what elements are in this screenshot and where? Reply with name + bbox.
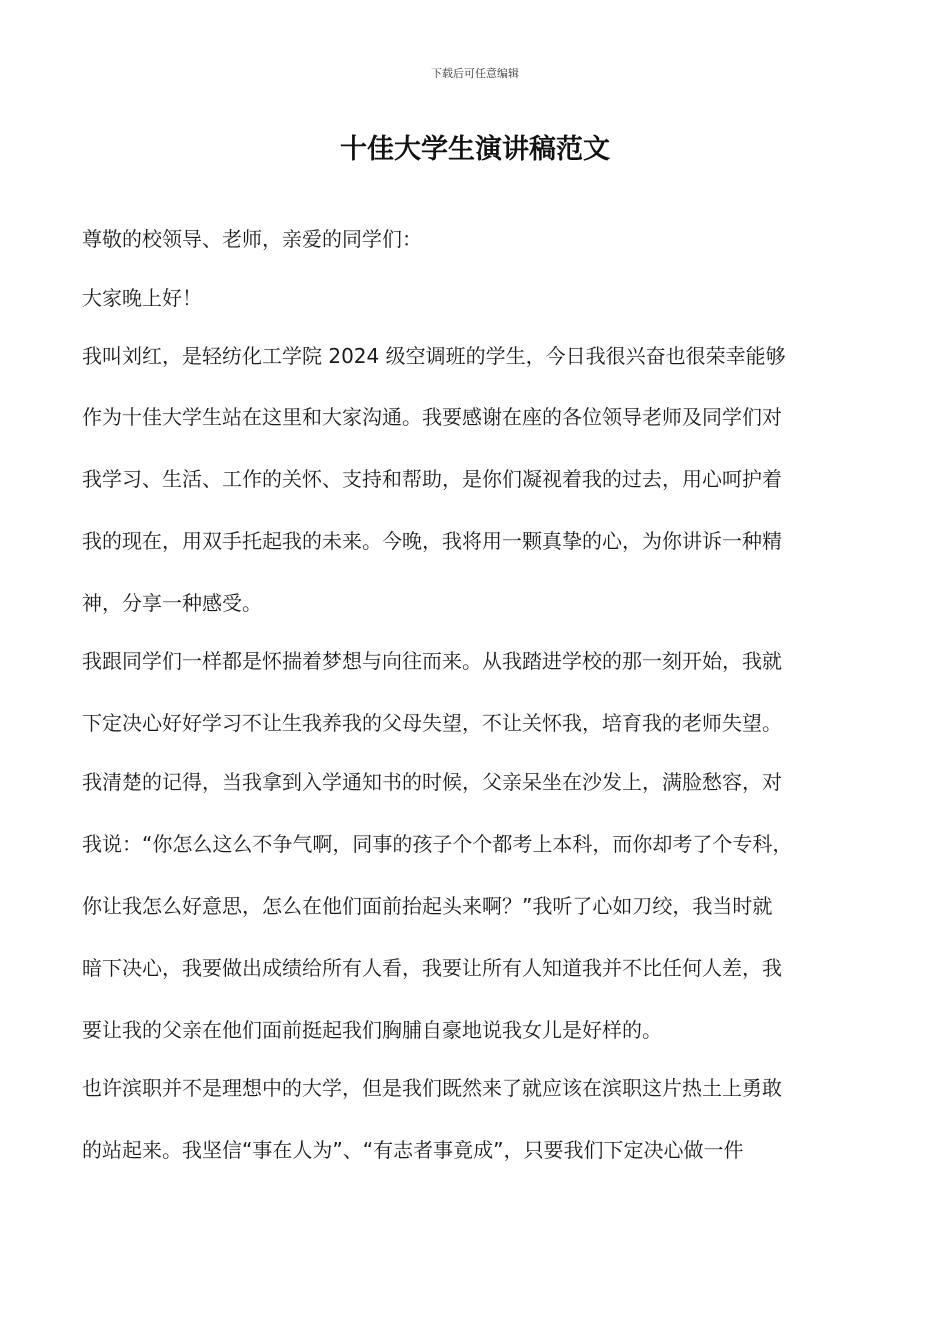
body-line: 你让我怎么好意思，怎么在他们面前抬起头来啊？”我听了心如刀绞，我当时就 [82, 894, 773, 918]
document-title: 十佳大学生演讲稿范文 [340, 134, 610, 165]
salutation: 尊敬的校领导、老师，亲爱的同学们： [82, 227, 422, 251]
body-line: 我跟同学们一样都是怀揣着梦想与向往而来。从我踏进学校的那一刻开始，我就 [82, 649, 782, 673]
header-note: 下载后可任意编辑 [431, 67, 519, 80]
body-line: 要让我的父亲在他们面前挺起我们胸脯自豪地说我女儿是好样的。 [82, 1018, 662, 1042]
body-line: 我学习、生活、工作的关怀、支持和帮助，是你们凝视着我的过去，用心呵护着 [82, 467, 782, 491]
body-line: 下定决心好好学习不让生我养我的父母失望，不让关怀我，培育我的老师失望。 [82, 711, 782, 735]
body-line: 我说：“你怎么这么不争气啊，同事的孩子个个都考上本科，而你却考了个专科， [82, 832, 793, 856]
body-line: 我叫刘红，是轻纺化工学院 2024 级空调班的学生，今日我很兴奋也很荣幸能够 [82, 344, 786, 368]
body-line: 作为十佳大学生站在这里和大家沟通。我要感谢在座的各位领导老师及同学们对 [82, 405, 782, 429]
body-line: 暗下决心，我要做出成绩给所有人看，我要让所有人知道我并不比任何人差，我 [82, 956, 782, 980]
body-line: 我清楚的记得，当我拿到入学通知书的时候，父亲呆坐在沙发上，满脸愁容，对 [82, 770, 782, 794]
body-line: 的站起来。我坚信“事在人为”、“有志者事竟成”，只要我们下定决心做一件 [82, 1138, 744, 1162]
body-line: 我的现在，用双手托起我的未来。今晚，我将用一颗真挚的心，为你讲诉一种精 [82, 529, 782, 553]
greeting: 大家晚上好！ [82, 286, 202, 310]
body-line: 神，分享一种感受。 [82, 591, 262, 615]
body-line: 也许滨职并不是理想中的大学，但是我们既然来了就应该在滨职这片热土上勇敢 [82, 1076, 782, 1100]
